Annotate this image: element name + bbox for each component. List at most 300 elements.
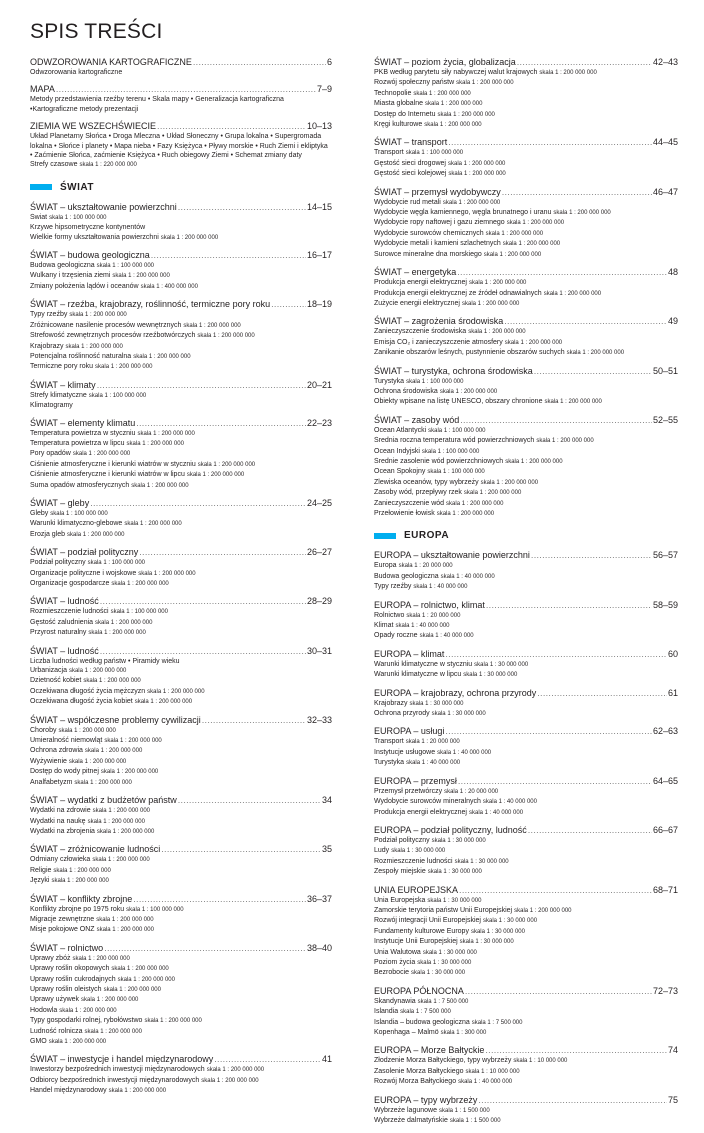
subentry-scale: skala 1 : 200 000 000 xyxy=(81,997,139,1004)
toc-subentry xyxy=(30,767,332,777)
subentry-title: Strefy klimatyczne xyxy=(30,391,87,399)
toc-entry-heading[interactable] xyxy=(30,844,332,855)
subentry-title: GMO xyxy=(30,1038,47,1045)
toc-subentry xyxy=(374,572,678,582)
dot-leader xyxy=(531,550,652,561)
toc-entry xyxy=(374,187,678,260)
subentry-title: Oczekiwana długość życia mężczyzn xyxy=(30,687,146,695)
toc-subentry xyxy=(30,995,332,1005)
subentry-title: Surowce mineralne dna morskiego xyxy=(374,250,482,258)
toc-entry-heading[interactable] xyxy=(374,1045,678,1056)
toc-column-right xyxy=(374,57,678,1133)
toc-entry-title: ŚWIAT – transport xyxy=(374,137,448,148)
subentry-scale: skala 1 : 200 000 000 xyxy=(133,353,191,360)
subentry-title: Ciśnienie atmosferyczne i kierunki wiatrów w styczniu xyxy=(30,460,196,468)
subentry-title: Warunki klimatyczne w styczniu xyxy=(374,660,473,668)
subentry-title: Wydatki na zbrojenia xyxy=(30,827,95,835)
toc-subentry xyxy=(374,436,678,446)
dot-leader xyxy=(151,250,306,261)
toc-entry xyxy=(30,547,332,589)
toc-entry-title: EUROPA – Morze Bałtyckie xyxy=(374,1045,485,1056)
subentry-scale: skala 1 : 200 000 000 xyxy=(506,220,565,227)
subentry-title: Wydobycie rud metali xyxy=(374,198,441,206)
subentry-scale: skala 1 : 200 000 000 xyxy=(104,738,162,745)
subentry-scale: skala 1 : 100 000 000 xyxy=(406,378,464,385)
toc-entry-heading[interactable] xyxy=(30,498,332,509)
subentry-title: Misje pokojowe ONZ xyxy=(30,926,95,934)
toc-entry-heading[interactable] xyxy=(374,57,678,68)
toc-entry-title: ŚWIAT – zróżnicowanie ludności xyxy=(30,844,161,855)
subentry-scale: skala 1 : 30 000 000 xyxy=(454,858,509,865)
subentry-scale: skala 1 : 30 000 000 xyxy=(431,837,486,844)
dot-leader xyxy=(504,316,667,327)
subentry-title: Termiczne pory roku xyxy=(30,363,94,371)
dot-leader xyxy=(537,688,667,699)
subentry-title: Skandynawia xyxy=(374,997,416,1005)
subentry-title: Odmiany człowieka xyxy=(30,856,91,864)
subentry-scale: skala 1 : 200 000 000 xyxy=(48,1039,107,1045)
dot-leader xyxy=(445,649,667,660)
toc-entry xyxy=(374,1045,678,1087)
toc-entry-title: MAPA xyxy=(30,84,55,95)
subentry-title: Opady roczne xyxy=(374,632,418,640)
subentry-title: Rozwój integracji Unii Europejskiej xyxy=(374,917,481,925)
toc-entry xyxy=(30,250,332,292)
toc-subentry xyxy=(30,68,332,77)
subentry-title: Pory opadów xyxy=(30,450,71,458)
toc-entry-heading[interactable] xyxy=(374,776,678,787)
toc-subentry xyxy=(30,233,332,243)
subentry-title: Kręgi kulturowe xyxy=(374,121,423,129)
subentry-title: Turystyka xyxy=(374,377,405,385)
subentry-scale: skala 1 : 200 000 000 xyxy=(436,511,495,517)
toc-entry xyxy=(30,1054,332,1096)
toc-entry-heading[interactable] xyxy=(374,986,678,997)
toc-entry-title: EUROPA – przemysł xyxy=(374,775,457,786)
subentry-scale: skala 1 : 200 000 000 xyxy=(103,986,161,993)
toc-entry-heading[interactable] xyxy=(374,137,678,148)
toc-entry-heading[interactable] xyxy=(30,418,332,429)
subentry-title: Ochrona środowiska xyxy=(374,387,438,395)
toc-subentry xyxy=(30,985,332,995)
toc-subentry xyxy=(30,310,332,320)
subentry-scale: skala 1 : 200 000 000 xyxy=(502,241,561,248)
toc-subentry xyxy=(30,1037,332,1047)
subentry-scale: skala 1 : 7 500 000 xyxy=(471,1019,523,1026)
subentry-title: Liczba ludności według państw • Piramidy wieku xyxy=(30,657,180,665)
subentry-scale: skala 1 : 30 000 000 xyxy=(409,700,464,707)
toc-subentry xyxy=(374,709,678,719)
toc-subentry xyxy=(374,948,678,958)
subentry-title: Ciśnienie atmosferyczne i kierunki wiatrów w lipcu xyxy=(30,471,185,479)
toc-entry-heading[interactable] xyxy=(30,121,332,132)
subentry-title: Wydobycie surowców chemicznych xyxy=(374,229,484,237)
toc-entry-heading[interactable] xyxy=(30,1054,332,1065)
toc-subentry xyxy=(30,855,332,865)
toc-entry-heading[interactable] xyxy=(374,366,678,377)
dot-leader xyxy=(448,137,652,148)
subentry-scale: skala 1 : 20 000 000 xyxy=(405,739,460,746)
subentry-scale: skala 1 : 40 000 000 xyxy=(440,573,495,580)
toc-subentry xyxy=(374,99,678,109)
subentry-title: Języki xyxy=(30,877,50,885)
subentry-scale: skala 1 : 100 000 000 xyxy=(110,609,168,616)
toc-entry-heading[interactable] xyxy=(30,596,332,607)
subentry-title: Odwzorowania kartograficzne xyxy=(30,69,123,76)
dot-leader xyxy=(136,418,306,429)
subentry-scale: skala 1 : 200 000 000 xyxy=(197,461,256,468)
toc-subentry xyxy=(374,250,678,260)
toc-subentry xyxy=(30,657,332,666)
toc-entry-heading[interactable] xyxy=(30,715,332,726)
toc-subentry xyxy=(30,362,332,372)
subentry-title: Wybrzeże dalmatyńskie xyxy=(374,1117,448,1125)
subentry-scale: skala 1 : 300 000 xyxy=(440,1030,487,1036)
toc-subentry xyxy=(30,391,332,401)
toc-entry-title: ŚWIAT – wydatki z budżetów państw xyxy=(30,795,177,806)
toc-entry-title: ŚWIAT – podział polityczny xyxy=(30,547,139,558)
toc-subentry xyxy=(30,778,332,788)
toc-entry-heading[interactable] xyxy=(30,84,332,95)
toc-subentry xyxy=(374,89,678,99)
toc-subentry xyxy=(374,631,678,641)
toc-subentry xyxy=(374,927,678,937)
toc-subentry xyxy=(30,964,332,974)
subentry-title: Unia Walutowa xyxy=(374,948,421,956)
subentry-scale: skala 1 : 200 000 000 xyxy=(134,699,193,706)
toc-subentry xyxy=(374,737,678,747)
toc-entry xyxy=(30,715,332,788)
subentry-scale: skala 1 : 40 000 000 xyxy=(395,623,450,630)
subentry-title: Gleby xyxy=(30,509,49,517)
section-marker-bar xyxy=(374,533,396,539)
toc-entry-pages: 30–31 xyxy=(306,645,332,656)
toc-subentry xyxy=(374,867,678,877)
toc-subentry xyxy=(374,997,678,1007)
subentry-title: Zlewiska oceanów, typy wybrzeży xyxy=(374,478,479,486)
toc-subentry xyxy=(30,342,332,352)
toc-entry-heading[interactable] xyxy=(374,825,678,836)
toc-entry-heading[interactable] xyxy=(374,316,678,327)
toc-subentry xyxy=(30,827,332,837)
subentry-title: Oczekiwana długość życia kobiet xyxy=(30,698,133,706)
toc-subentry xyxy=(30,975,332,985)
toc-entry-heading[interactable] xyxy=(374,726,678,737)
toc-entry xyxy=(374,316,678,358)
toc-subentry xyxy=(30,579,332,589)
toc-entry-pages: 64–65 xyxy=(652,775,678,786)
toc-entry-pages: 10–13 xyxy=(306,121,332,132)
toc-subentry xyxy=(374,397,678,407)
subentry-title: Fundamenty kulturowe Europy xyxy=(374,927,469,935)
toc-subentry xyxy=(30,261,332,271)
toc-entry-title: ŚWIAT – klimaty xyxy=(30,379,96,390)
toc-entry-pages: 16–17 xyxy=(306,250,332,261)
subentry-title: Inwestorzy bezpośrednich inwestycji międzynarodowych xyxy=(30,1066,205,1074)
toc-entry xyxy=(374,57,678,130)
toc-entry-pages: 24–25 xyxy=(306,497,332,508)
toc-entry xyxy=(374,986,678,1039)
toc-subentry xyxy=(30,1076,332,1086)
subentry-scale: skala 1 : 200 000 000 xyxy=(461,300,520,307)
subentry-scale: skala 1 : 200 000 000 xyxy=(96,916,154,923)
toc-entry-heading[interactable] xyxy=(30,250,332,261)
subentry-title: Gęstość sieci kolejowej xyxy=(374,170,447,178)
subentry-title: Uprawy zbóż xyxy=(30,954,71,962)
subentry-title: Uprawy roślin cukrodajnych xyxy=(30,975,116,983)
toc-subentry xyxy=(374,478,678,488)
section-marker-bar xyxy=(30,184,52,190)
toc-subentry xyxy=(30,954,332,964)
toc-subentry xyxy=(30,271,332,281)
subentry-title: Organizacje polityczne i wojskowe xyxy=(30,569,137,577)
subentry-title: Zanieczyszczenie wód xyxy=(374,499,445,507)
subentry-scale: skala 1 : 200 000 000 xyxy=(92,857,150,864)
dot-leader xyxy=(458,776,652,787)
subentry-title: Ludy xyxy=(374,847,390,855)
toc-entry-pages: 20–21 xyxy=(306,379,332,390)
toc-entry-title: ODWZOROWANIA KARTOGRAFICZNE xyxy=(30,57,192,67)
dot-leader xyxy=(56,84,316,95)
subentry-title: Bezrobocie xyxy=(374,969,410,977)
toc-entry-heading[interactable] xyxy=(30,894,332,905)
toc-subentry xyxy=(30,223,332,232)
toc-entry-title: EUROPA – typy wybrzeży xyxy=(374,1094,478,1105)
toc-entry-heading[interactable] xyxy=(374,600,678,611)
toc-entry-heading[interactable] xyxy=(30,380,332,391)
toc-entry-pages: 35 xyxy=(321,844,332,855)
subentry-title: Ocean Indyjski xyxy=(374,447,420,455)
toc-subentry xyxy=(374,968,678,978)
toc-entry-heading[interactable] xyxy=(374,550,678,561)
toc-entry-heading[interactable] xyxy=(30,547,332,558)
subentry-title: Technopolie xyxy=(374,89,412,97)
toc-entry xyxy=(374,885,678,979)
toc-entry-title: ŚWIAT – zasoby wód xyxy=(374,414,460,425)
subentry-scale: skala 1 : 200 000 000 xyxy=(413,90,471,97)
subentry-scale: skala 1 : 200 000 000 xyxy=(96,828,155,835)
section-title: ŚWIAT xyxy=(60,181,94,193)
dot-leader xyxy=(133,894,306,905)
subentry-title: Zespoły miejskie xyxy=(374,868,426,876)
toc-subentry xyxy=(30,817,332,827)
toc-entry-title: ŚWIAT – poziom życia, globalizacja xyxy=(374,57,516,67)
subentry-scale: skala 1 : 40 000 000 xyxy=(406,760,461,767)
subentry-title: Instytucje Unii Europejskiej xyxy=(374,938,458,946)
toc-entry-pages: 6 xyxy=(326,57,332,67)
toc-subentry xyxy=(374,426,678,436)
toc-entry-pages: 72–73 xyxy=(652,985,678,996)
subentry-scale: skala 1 : 200 000 000 xyxy=(144,1018,202,1025)
dot-leader xyxy=(202,715,306,726)
subentry-title: Warunki klimatyczno-glebowe xyxy=(30,520,123,528)
toc-entry-heading[interactable] xyxy=(374,688,678,699)
subentry-title: PKB według parytetu siły nabywczej walut krajowych xyxy=(374,69,538,76)
subentry-scale: skala 1 : 30 000 000 xyxy=(431,711,486,718)
dot-leader xyxy=(485,1045,667,1056)
toc-entry-heading[interactable] xyxy=(374,885,678,896)
subentry-title: Zasoby wód, przepływy rzek xyxy=(374,489,462,497)
subentry-scale: skala 1 : 200 000 000 xyxy=(126,440,184,447)
subentry-scale: skala 1 : 30 000 000 xyxy=(470,928,525,935)
toc-subentry xyxy=(30,1027,332,1037)
toc-subentry xyxy=(30,449,332,459)
toc-entry-pages: 36–37 xyxy=(306,893,332,904)
subentry-title: Klimat xyxy=(374,622,394,630)
toc-subentry xyxy=(30,628,332,638)
subentry-scale: skala 1 : 200 000 000 xyxy=(51,878,109,885)
toc-entry-title: EUROPA – podział polityczny, ludność xyxy=(374,824,527,835)
subentry-title: Podział polityczny xyxy=(30,559,86,567)
toc-subentry xyxy=(30,481,332,491)
subentry-title: Potencjalna roślinność naturalna xyxy=(30,352,132,360)
subentry-title: Odbiorcy bezpośrednich inwestycji międzynarodowych xyxy=(30,1076,200,1084)
toc-entry-heading[interactable] xyxy=(30,646,332,657)
toc-subentry xyxy=(30,558,332,568)
section-header xyxy=(30,182,332,193)
toc-subentry xyxy=(30,282,332,292)
subentry-title: Islandia – budowa geologiczna xyxy=(374,1018,470,1026)
subentry-title: Średnie zasolenie wód powierzchniowych xyxy=(374,457,504,465)
toc-entry xyxy=(30,299,332,372)
subentry-title: Wydatki na naukę xyxy=(30,817,86,825)
toc-entry-title: EUROPA – usługi xyxy=(374,726,445,737)
subentry-scale: skala 1 : 30 000 000 xyxy=(483,918,538,925)
subentry-title: Produkcja energii elektrycznej xyxy=(374,279,467,287)
subentry-title: Przełowienie łowisk xyxy=(374,510,435,517)
toc-subentry xyxy=(374,348,678,358)
subentry-title: Krajobrazy xyxy=(30,342,64,350)
toc-subentry xyxy=(30,530,332,540)
subentry-scale: skala 1 : 100 000 000 xyxy=(126,906,184,913)
subentry-scale: skala 1 : 200 000 000 xyxy=(437,111,495,118)
subentry-title: Budowa geologiczna xyxy=(30,262,95,270)
subentry-scale: skala 1 : 200 000 000 xyxy=(505,458,563,465)
subentry-title: Transport xyxy=(374,738,404,746)
subentry-title: Rolnictwo xyxy=(374,611,405,619)
toc-subentry xyxy=(374,797,678,807)
subentry-scale: skala 1 : 200 000 000 xyxy=(95,619,153,626)
subentry-title: Rozwój Morza Bałtyckiego xyxy=(374,1078,457,1086)
toc-entry-heading[interactable] xyxy=(30,57,332,68)
toc-subentry xyxy=(374,120,678,130)
subentry-scale: skala 1 : 200 000 000 xyxy=(111,581,169,587)
toc-subentry xyxy=(374,229,678,239)
toc-subentry xyxy=(30,618,332,628)
subentry-title: Zmiany położenia lądów i oceanów xyxy=(30,282,139,290)
toc-entry xyxy=(374,267,678,309)
toc-entry-heading[interactable] xyxy=(30,795,332,806)
toc-entry-heading[interactable] xyxy=(374,649,678,660)
toc-entry xyxy=(374,550,678,592)
subentry-scale: skala 1 : 200 000 000 xyxy=(485,230,544,237)
toc-subentry xyxy=(30,697,332,707)
subentry-scale: skala 1 : 100 000 000 xyxy=(428,427,486,434)
toc-entry-heading[interactable] xyxy=(30,299,332,310)
toc-subentry xyxy=(374,1077,678,1087)
subentry-scale: skala 1 : 40 000 000 xyxy=(469,809,524,816)
subentry-scale: skala 1 : 200 000 000 xyxy=(96,927,154,934)
subentry-scale: skala 1 : 200 000 000 xyxy=(95,364,153,371)
toc-subentry xyxy=(374,509,678,519)
subentry-scale: skala 1 : 30 000 000 xyxy=(463,672,518,679)
subentry-scale: skala 1 : 200 000 000 xyxy=(448,171,506,178)
toc-entry-pages: 34 xyxy=(321,795,332,806)
subentry-title: Temperatura powietrza w styczniu xyxy=(30,429,136,437)
subentry-scale: skala 1 : 220 000 000 xyxy=(79,162,137,169)
dot-leader xyxy=(457,267,667,278)
subentry-scale: skala 1 : 10 000 000 xyxy=(465,1068,520,1075)
dot-leader xyxy=(90,498,306,509)
dot-leader xyxy=(178,202,306,213)
toc-subentry xyxy=(30,806,332,816)
toc-entry-heading[interactable] xyxy=(374,187,678,198)
subentry-title: Gęstość zaludnienia xyxy=(30,618,94,626)
toc-entry-heading[interactable] xyxy=(30,943,332,954)
toc-subentry xyxy=(374,110,678,120)
subentry-title: Umieralność niemowląt xyxy=(30,737,103,745)
toc-subentry xyxy=(30,1006,332,1016)
toc-subentry xyxy=(374,299,678,309)
dot-leader xyxy=(459,885,652,896)
subentry-scale: skala 1 : 200 000 000 xyxy=(67,531,125,538)
toc-subentry xyxy=(374,239,678,249)
subentry-scale: skala 1 : 100 000 000 xyxy=(96,263,154,270)
toc-subentry xyxy=(374,159,678,169)
toc-subentry xyxy=(374,488,678,498)
toc-entry-pages: 32–33 xyxy=(306,714,332,725)
toc-entry-pages: 42–43 xyxy=(652,57,678,67)
subentry-scale: skala 1 : 30 000 000 xyxy=(417,959,472,966)
toc-entry xyxy=(30,121,332,171)
subentry-scale: skala 1 : 200 000 000 xyxy=(72,451,131,458)
toc-entry-title: ŚWIAT – budowa geologiczna xyxy=(30,250,150,261)
subentry-scale: skala 1 : 200 000 000 xyxy=(543,290,602,297)
section-header xyxy=(374,530,678,541)
toc-entry-description: Metody przedstawienia rzeźby terenu • Skala mapy • Generalizacja kartograficzna •Kartograficzne metody prezentacji xyxy=(30,96,284,113)
subentry-scale: skala 1 : 200 000 000 xyxy=(131,482,189,489)
toc-entry-heading[interactable] xyxy=(374,267,678,278)
toc-entry xyxy=(374,688,678,720)
subentry-scale: skala 1 : 200 000 000 xyxy=(469,280,527,287)
subentry-title: Klimatogramy xyxy=(30,402,73,410)
subentry-title: Choroby xyxy=(30,726,57,734)
subentry-title: Emisja CO₂ i zanieczyszczenie atmosfery xyxy=(374,338,503,346)
dot-leader xyxy=(100,646,306,657)
toc-entry-heading[interactable] xyxy=(374,1095,678,1106)
toc-entry-title: ŚWIAT – przemysł wydobywczy xyxy=(374,186,501,197)
toc-subentry xyxy=(374,208,678,218)
subentry-scale: skala 1 : 100 000 000 xyxy=(405,150,464,157)
subentry-title: Strefowość zewnętrznych procesów rzeźbotwórczych xyxy=(30,332,196,340)
toc-entry-pages: 61 xyxy=(667,687,678,698)
subentry-scale: skala 1 : 7 500 000 xyxy=(417,998,469,1005)
subentry-title: Przemysł przetwórczy xyxy=(374,787,443,795)
subentry-scale: skala 1 : 200 000 000 xyxy=(447,160,506,167)
subentry-scale: skala 1 : 10 000 000 xyxy=(513,1058,568,1065)
toc-subentry xyxy=(30,509,332,519)
subentry-title: Zasolenie Morza Bałtyckiego xyxy=(374,1067,464,1075)
toc-subentry xyxy=(30,160,332,170)
subentry-scale: skala 1 : 30 000 000 xyxy=(474,661,529,668)
subentry-title: Erozja gleb xyxy=(30,530,66,538)
subentry-scale: skala 1 : 30 000 000 xyxy=(391,848,446,855)
toc-entry-heading[interactable] xyxy=(30,202,332,213)
dot-leader xyxy=(139,547,306,558)
toc-entry-heading[interactable] xyxy=(374,415,678,426)
toc-entry-pages: 58–59 xyxy=(652,599,678,610)
toc-entry-title: ŚWIAT – rolnictwo xyxy=(30,942,104,953)
